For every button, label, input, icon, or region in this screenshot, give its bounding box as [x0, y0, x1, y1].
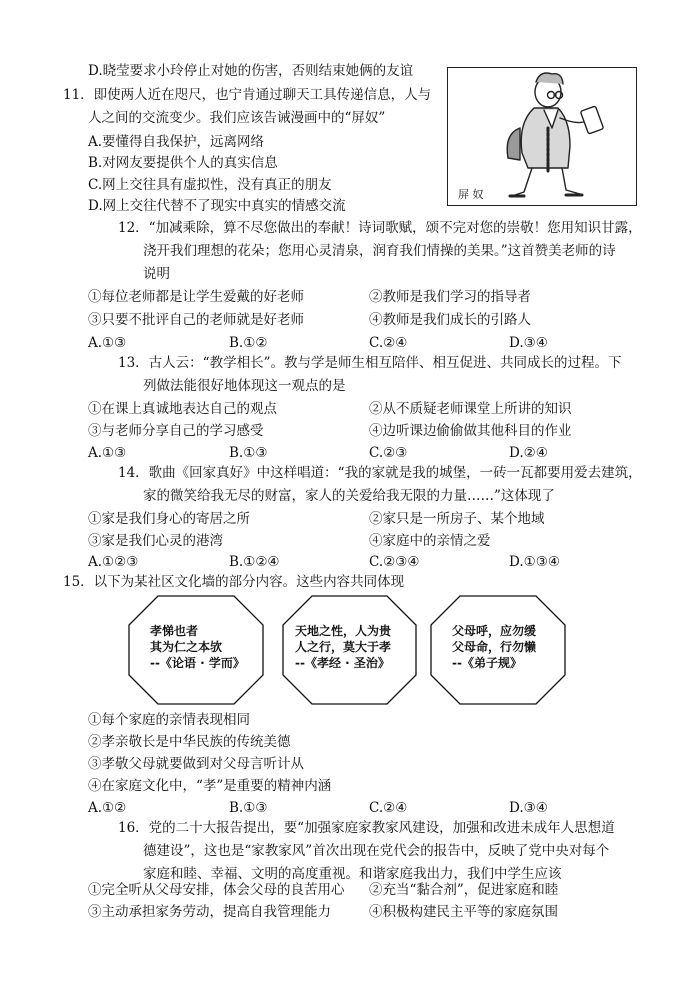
q11-option-d: D.网上交往代替不了现实中真实的情感交流: [88, 198, 346, 214]
q15-choice-d: D.③④: [509, 800, 548, 816]
q11-option-a: A.要懂得自我保护，远离网络: [88, 134, 265, 150]
q15-statement-1: ①每个家庭的亲情表现相同: [88, 712, 250, 728]
q12-statement-1: ①每位老师都是让学生爱戴的好老师: [88, 289, 304, 305]
q12-stem-line1: 12．“加减乘除，算不尽您做出的奉献！诗词歌赋，颂不完对您的崇敬！您用知识甘露，: [118, 220, 642, 236]
q15-choice-c: C.②④: [369, 800, 408, 816]
quote-line-1: 天地之性，人为贵: [295, 624, 392, 638]
q13-statement-1: ①在课上真诚地表达自己的观点: [88, 401, 277, 417]
q14-statement-1: ①家是我们身心的寄居之所: [88, 511, 250, 527]
q16-statement-4: ④积极构建民主平等的家庭氛围: [369, 904, 558, 920]
q15-stem: 15．以下为某社区文化墙的部分内容。这些内容共同体现: [63, 574, 405, 590]
q13-choice-b: B.①③: [229, 445, 268, 461]
q13-statement-2: ②从不质疑老师课堂上所讲的知识: [369, 401, 572, 417]
q16-stem-line1: 16．党的二十大报告提出，要“加强家庭家教家风建设，加强和改进未成年人思想道: [118, 820, 615, 836]
quote-box-lunyu: [128, 595, 264, 705]
quote-source: --《孝经 · 圣治》: [295, 656, 390, 670]
q13-statement-3: ③与老师分享自己的学习感受: [88, 423, 264, 439]
q15-statement-2: ②孝亲敬长是中华民族的传统美德: [88, 734, 291, 750]
quote-line-2: 其为仁之本欤: [150, 640, 223, 654]
q13-choice-a: A.①③: [88, 445, 127, 461]
quote-source: --《论语 · 学而》: [150, 656, 245, 670]
quote-box-xiaojing: [282, 595, 417, 705]
quote-line-2: 父母命，行勿懒: [452, 640, 537, 654]
q12-choice-d: D.③④: [509, 335, 548, 351]
q15-statement-3: ③孝敬父母就要做到对父母言听计从: [88, 756, 304, 772]
q14-stem-line1: 14．歌曲《回家真好》中这样唱道：“我的家就是我的城堡，一砖一瓦都要用爱去建筑，: [118, 465, 642, 481]
quote-line-1: 父母呼，应勿缓: [452, 624, 537, 638]
q11-option-b: B.对网友要提供个人的真实信息: [88, 155, 278, 171]
q16-statement-2: ②充当“黏合剂”，促进家庭和睦: [369, 882, 559, 898]
q15-choice-b: B.①③: [229, 800, 268, 816]
cartoon-caption: 屏 奴: [458, 188, 484, 201]
q13-choice-d: D.②④: [509, 445, 548, 461]
q12-choice-b: B.①②: [229, 335, 268, 351]
q16-statement-1: ①完全听从父母安排，体会父母的良苦用心: [88, 882, 345, 898]
cartoon-drawing: [448, 68, 638, 207]
q12-choice-c: C.②④: [369, 335, 408, 351]
q14-choice-b: B.①②④: [229, 554, 280, 570]
q12-statement-2: ②教师是我们学习的指导者: [369, 289, 531, 305]
q13-stem-line1: 13．古人云：“教学相长”。教与学是师生相互陪伴、相互促进、共同成长的过程。下: [118, 355, 622, 371]
q11-option-c: C.网上交往具有虚拟性，没有真正的朋友: [88, 177, 332, 193]
quote-source: --《弟子规》: [452, 656, 522, 670]
q12-statement-3: ③只要不批评自己的老师就是好老师: [88, 312, 304, 328]
q10-option-d: D.晓莹要求小玲停止对她的伤害，否则结束她俩的友谊: [88, 63, 414, 79]
q16-statement-3: ③主动承担家务劳动，提高自我管理能力: [88, 904, 331, 920]
q13-stem-line2: 列做法能很好地体现这一观点的是: [143, 378, 346, 394]
q12-statement-4: ④教师是我们成长的引路人: [369, 312, 531, 328]
q13-choice-c: C.②③: [369, 445, 408, 461]
q14-choice-c: C.②③④: [369, 554, 420, 570]
q15-statement-4: ④在家庭文化中，“孝”是重要的精神内涵: [88, 778, 332, 794]
q12-stem-line3: 说明: [143, 266, 170, 282]
q12-choice-a: A.①③: [88, 335, 127, 351]
q14-statement-3: ③家是我们心灵的港湾: [88, 533, 223, 549]
q16-stem-line3: 家庭和睦、幸福、文明的高度重视。和谐家庭我出力，我们中学生应该: [143, 866, 562, 882]
q15-choice-a: A.①②: [88, 800, 127, 816]
quote-line-2: 人之行，莫大于孝: [295, 640, 392, 654]
q14-statement-4: ④家庭中的亲情之爱: [369, 533, 491, 549]
q14-choice-d: D.①③④: [509, 554, 560, 570]
q16-stem-line2: 德建设”，这也是“家教家风”首次出现在党代会的报告中，反映了党中央对每个: [143, 843, 610, 859]
q14-statement-2: ②家只是一所房子、某个地域: [369, 511, 545, 527]
q11-stem-line2: 人之间的交流变少。我们应该告诫漫画中的“屏奴”: [88, 110, 386, 126]
q13-statement-4: ④边听课边偷偷做其他科目的作业: [369, 423, 572, 439]
quote-box-dizigui: [430, 595, 566, 705]
q14-choice-a: A.①②③: [88, 554, 139, 570]
q11-stem-line1: 11．即使两人近在咫尺，也宁肯通过聊天工具传递信息，人与: [63, 87, 432, 103]
quote-line-1: 孝悌也者: [150, 624, 199, 638]
q12-stem-line2: 浇开我们理想的花朵；您用心灵清泉，润育我们情操的美果。”这首赞美老师的诗: [143, 243, 616, 259]
screen-slave-cartoon: [447, 67, 637, 206]
q14-stem-line2: 家的微笑给我无尽的财富，家人的关爱给我无限的力量……”这体现了: [143, 488, 555, 504]
